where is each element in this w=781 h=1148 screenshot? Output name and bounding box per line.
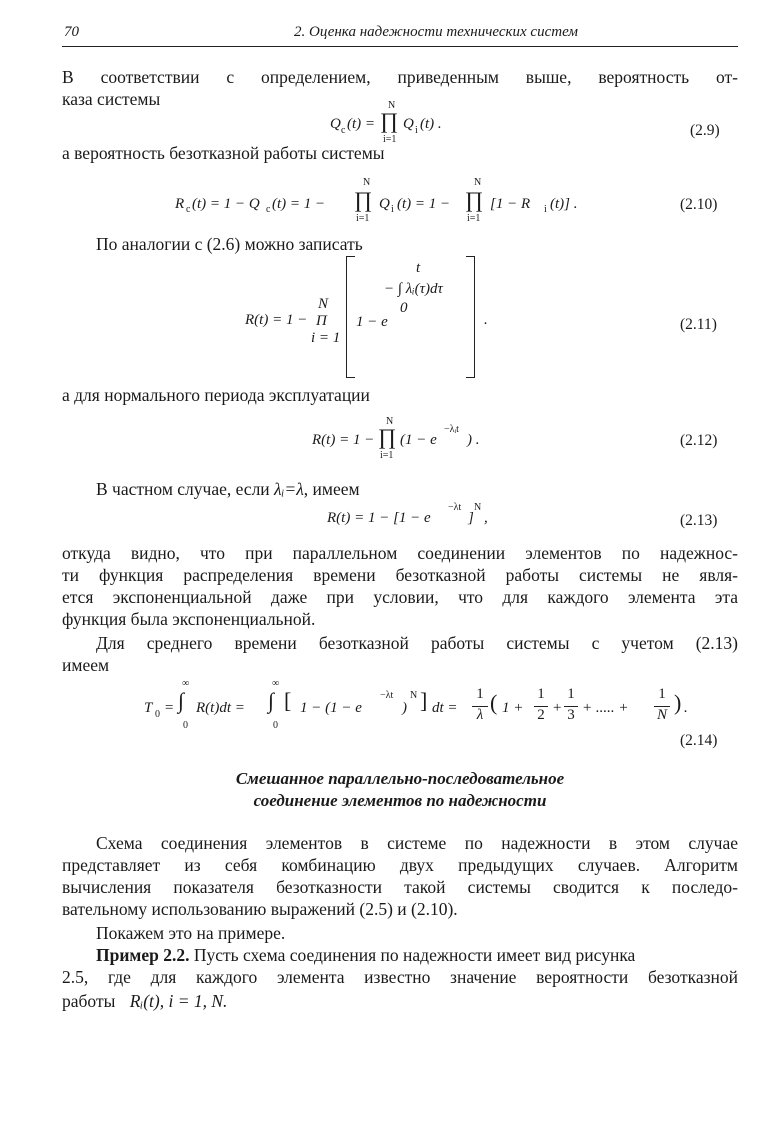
equation-number: (2.13)	[680, 512, 718, 529]
paragraph-line: имеем	[62, 655, 110, 675]
running-title: 2. Оценка надежности технических систем	[294, 24, 578, 40]
paragraph-line: вычисления показателя безотказности такой системы сводится к последо-	[62, 877, 738, 897]
paragraph-line: откуда видно, что при параллельном соединении элементов по надежнос-	[62, 543, 738, 563]
equation-number: (2.9)	[690, 122, 720, 139]
section-title: соединение элементов по надежности	[253, 791, 547, 810]
paragraph-line: В соответствии с определением, приведенным выше, вероятность от-	[62, 67, 738, 87]
right-bracket	[466, 256, 475, 378]
fraction-1-2: 1 2	[534, 686, 548, 724]
paragraph-line: функция была экспоненциальной.	[62, 609, 316, 629]
equation-number: (2.11)	[680, 316, 717, 333]
equation-number: (2.12)	[680, 432, 718, 449]
equation-number: (2.10)	[680, 196, 718, 213]
paragraph-line: представляет из себя комбинацию двух предыдущих случаев. Алгоритм	[62, 855, 738, 875]
page-header	[62, 22, 738, 47]
equation-number: (2.14)	[680, 732, 718, 749]
paragraph-line: Покажем это на примере.	[96, 923, 286, 943]
fraction-1-lambda: 1 λ	[472, 686, 488, 724]
paragraph-line: каза системы	[62, 89, 161, 109]
paragraph-line: Схема соединения элементов в системе по надежности в этом случае	[96, 833, 738, 853]
paragraph-line: Пример 2.2. Пусть схема соединения по надежности имеет вид рисунка	[96, 945, 636, 965]
paragraph-line: ется экспоненциальной даже при условии, что для каждого элемента эта	[62, 587, 738, 607]
paragraph-line: Для среднего времени безотказной работы системы с учетом (2.13)	[96, 633, 738, 653]
fraction-1-3: 1 3	[564, 686, 578, 724]
fraction-1-N: 1 N	[654, 686, 670, 724]
paragraph-line: а для нормального периода эксплуатации	[62, 385, 370, 405]
left-bracket	[346, 256, 355, 378]
paragraph-line: а вероятность безотказной работы системы	[62, 143, 385, 163]
paragraph-line: ти функция распределения времени безотказной работы системы не явля-	[62, 565, 738, 585]
paragraph-line: В частном случае, если λᵢ=λ, имеем	[96, 479, 360, 499]
paragraph-line: вательному использованию выражений (2.5) и (2.10).	[62, 899, 458, 919]
paragraph-line: 2.5, где для каждого элемента известно значение вероятности безотказной	[62, 967, 738, 987]
page-number: 70	[64, 24, 79, 40]
example-label: Пример 2.2.	[96, 945, 190, 965]
paragraph-line: работы Rᵢ(t), i = 1, N.	[62, 991, 228, 1011]
paragraph-line: По аналогии с (2.6) можно записать	[96, 234, 363, 254]
section-title: Смешанное параллельно-последовательное	[235, 769, 565, 788]
